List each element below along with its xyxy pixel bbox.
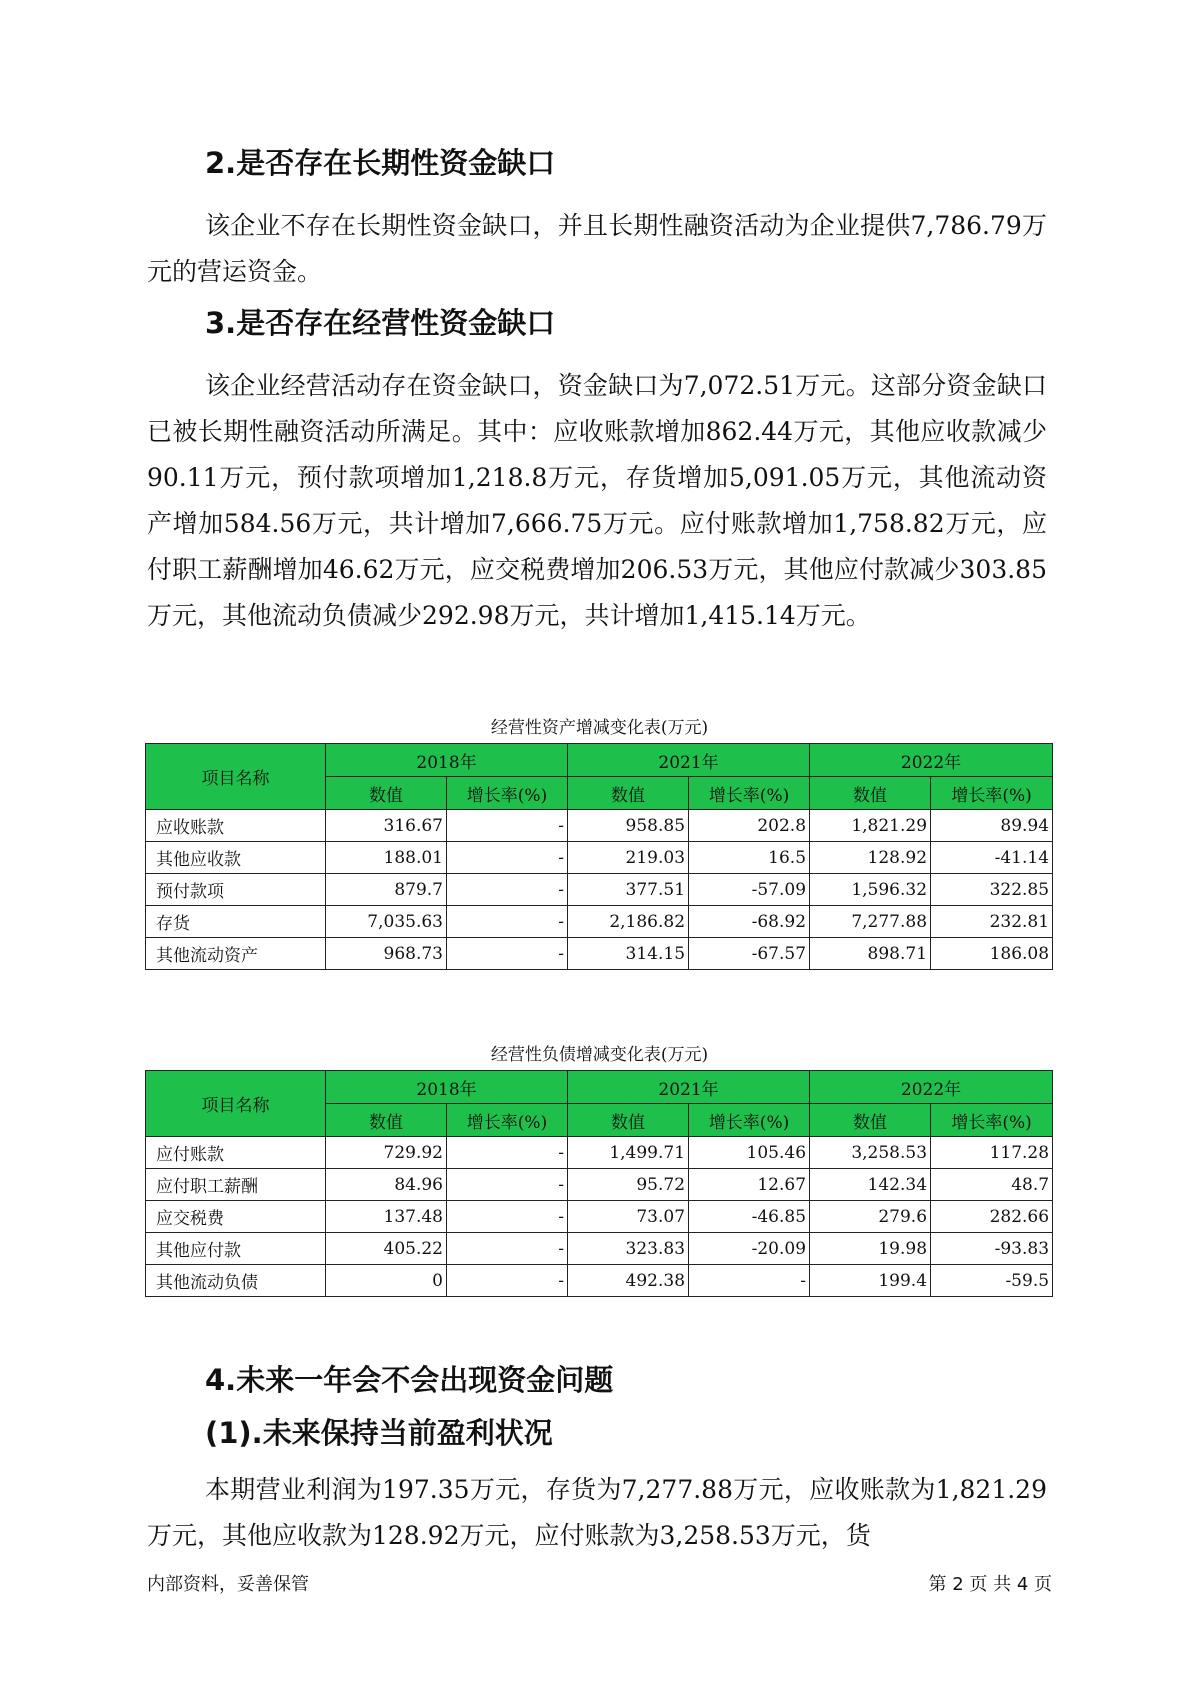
growth-rate-cell: - [689,1265,810,1297]
header-item-name: 项目名称 [146,1071,326,1137]
header-year-2018: 2018年 [326,1071,568,1104]
row-item-name: 其他流动资产 [146,938,326,970]
growth-rate-cell: 186.08 [931,938,1053,970]
growth-rate-cell: - [447,810,568,842]
growth-rate-cell: 16.5 [689,842,810,874]
row-item-name: 应收账款 [146,810,326,842]
header-item-name: 项目名称 [146,744,326,810]
value-cell: 2,186.82 [568,906,689,938]
value-cell: 729.92 [326,1137,447,1169]
value-cell: 84.96 [326,1169,447,1201]
value-cell: 188.01 [326,842,447,874]
growth-rate-cell: - [447,1169,568,1201]
header-rate: 增长率(%) [931,1104,1053,1137]
growth-rate-cell: -93.83 [931,1233,1053,1265]
growth-rate-cell: -20.09 [689,1233,810,1265]
section-heading-2: 2.是否存在长期性资金缺口 [205,146,556,180]
table-row [146,1137,1053,1169]
value-cell: 405.22 [326,1233,447,1265]
value-cell: 7,035.63 [326,906,447,938]
row-item-name: 预付款项 [146,874,326,906]
table-row [146,1201,1053,1233]
value-cell: 142.34 [810,1169,931,1201]
value-cell: 492.38 [568,1265,689,1297]
table-row [146,1169,1053,1201]
value-cell: 7,277.88 [810,906,931,938]
table-row [146,938,1053,970]
table-row [146,1265,1053,1297]
table-row [146,1233,1053,1265]
value-cell: 898.71 [810,938,931,970]
row-item-name: 存货 [146,906,326,938]
growth-rate-cell: -59.5 [931,1265,1053,1297]
row-item-name: 其他应收款 [146,842,326,874]
value-cell: 3,258.53 [810,1137,931,1169]
growth-rate-cell: -68.92 [689,906,810,938]
growth-rate-cell: 202.8 [689,810,810,842]
assets-table-caption: 经营性资产增减变化表(万元) [490,718,709,738]
value-cell: 219.03 [568,842,689,874]
growth-rate-cell: -67.57 [689,938,810,970]
header-value: 数值 [810,777,931,810]
growth-rate-cell: 117.28 [931,1137,1053,1169]
growth-rate-cell: -46.85 [689,1201,810,1233]
value-cell: 1,821.29 [810,810,931,842]
value-cell: 199.4 [810,1265,931,1297]
header-rate: 增长率(%) [689,777,810,810]
row-item-name: 应付账款 [146,1137,326,1169]
paragraph-long-term-gap: 该企业不存在长期性资金缺口，并且长期性融资活动为企业提供7,786.79万元的营运资金。 [147,211,1047,286]
row-item-name: 其他流动负债 [146,1265,326,1297]
growth-rate-cell: 282.66 [931,1201,1053,1233]
footer-page-number: 第 2 页 共 4 页 [928,1574,1052,1595]
value-cell: 0 [326,1265,447,1297]
subsection-heading-4-1: (1).未来保持当前盈利状况 [205,1416,553,1450]
growth-rate-cell: - [447,938,568,970]
growth-rate-cell: -57.09 [689,874,810,906]
table-row [146,874,1053,906]
growth-rate-cell: 105.46 [689,1137,810,1169]
growth-rate-cell: - [447,1233,568,1265]
header-rate: 增长率(%) [447,777,568,810]
value-cell: 968.73 [326,938,447,970]
table-row [146,906,1053,938]
value-cell: 128.92 [810,842,931,874]
value-cell: 316.67 [326,810,447,842]
header-year-2018: 2018年 [326,744,568,777]
value-cell: 279.6 [810,1201,931,1233]
value-cell: 1,596.32 [810,874,931,906]
growth-rate-cell: 232.81 [931,906,1053,938]
growth-rate-cell: - [447,906,568,938]
growth-rate-cell: -41.14 [931,842,1053,874]
header-year-2022: 2022年 [810,1071,1053,1104]
growth-rate-cell: - [447,1265,568,1297]
growth-rate-cell: - [447,874,568,906]
header-rate: 增长率(%) [447,1104,568,1137]
value-cell: 323.83 [568,1233,689,1265]
growth-rate-cell: - [447,1201,568,1233]
header-year-2022: 2022年 [810,744,1053,777]
table-row [146,842,1053,874]
paragraph-future-profit: 本期营业利润为197.35万元，存货为7,277.88万元，应收账款为1,821.29万元，其他应收款为128.92万元，应付账款为3,258.53万元，货 [147,1475,1047,1550]
value-cell: 73.07 [568,1201,689,1233]
section-heading-4: 4.未来一年会不会出现资金问题 [205,1363,614,1397]
growth-rate-cell: 322.85 [931,874,1053,906]
section-heading-3: 3.是否存在经营性资金缺口 [205,306,556,340]
value-cell: 95.72 [568,1169,689,1201]
growth-rate-cell: 12.67 [689,1169,810,1201]
value-cell: 137.48 [326,1201,447,1233]
value-cell: 879.7 [326,874,447,906]
header-rate: 增长率(%) [931,777,1053,810]
value-cell: 314.15 [568,938,689,970]
header-value: 数值 [326,1104,447,1137]
paragraph-operating-gap: 该企业经营活动存在资金缺口，资金缺口为7,072.51万元。这部分资金缺口已被长期性融资活动所满足。其中：应收账款增加862.44万元，其他应收款减少90.11万元，预付款项增加1,218.8万元，存货增加5,091.05万元，其他流动资产增加584.56万元，共计增加7,666.75万元。应付账款增加1,758.82万元，应付职工薪酬增加46.62万元，应交税费增加206.53万元，其他应付款减少303.85万元，其他流动负债减少292.98万元，共计增加1,415.14万元。 [147,371,1047,630]
value-cell: 958.85 [568,810,689,842]
value-cell: 377.51 [568,874,689,906]
header-value: 数值 [568,1104,689,1137]
value-cell: 1,499.71 [568,1137,689,1169]
growth-rate-cell: - [447,842,568,874]
assets-table [145,743,1053,970]
header-rate: 增长率(%) [689,1104,810,1137]
footer-confidential-note: 内部资料，妥善保管 [147,1574,309,1595]
header-year-2021: 2021年 [568,1071,810,1104]
row-item-name: 应交税费 [146,1201,326,1233]
header-value: 数值 [326,777,447,810]
header-year-2021: 2021年 [568,744,810,777]
liabilities-table-caption: 经营性负债增减变化表(万元) [490,1045,709,1065]
growth-rate-cell: 48.7 [931,1169,1053,1201]
header-value: 数值 [810,1104,931,1137]
liabilities-table [145,1070,1053,1297]
table-row [146,810,1053,842]
growth-rate-cell: - [447,1137,568,1169]
row-item-name: 应付职工薪酬 [146,1169,326,1201]
value-cell: 19.98 [810,1233,931,1265]
header-value: 数值 [568,777,689,810]
growth-rate-cell: 89.94 [931,810,1053,842]
row-item-name: 其他应付款 [146,1233,326,1265]
